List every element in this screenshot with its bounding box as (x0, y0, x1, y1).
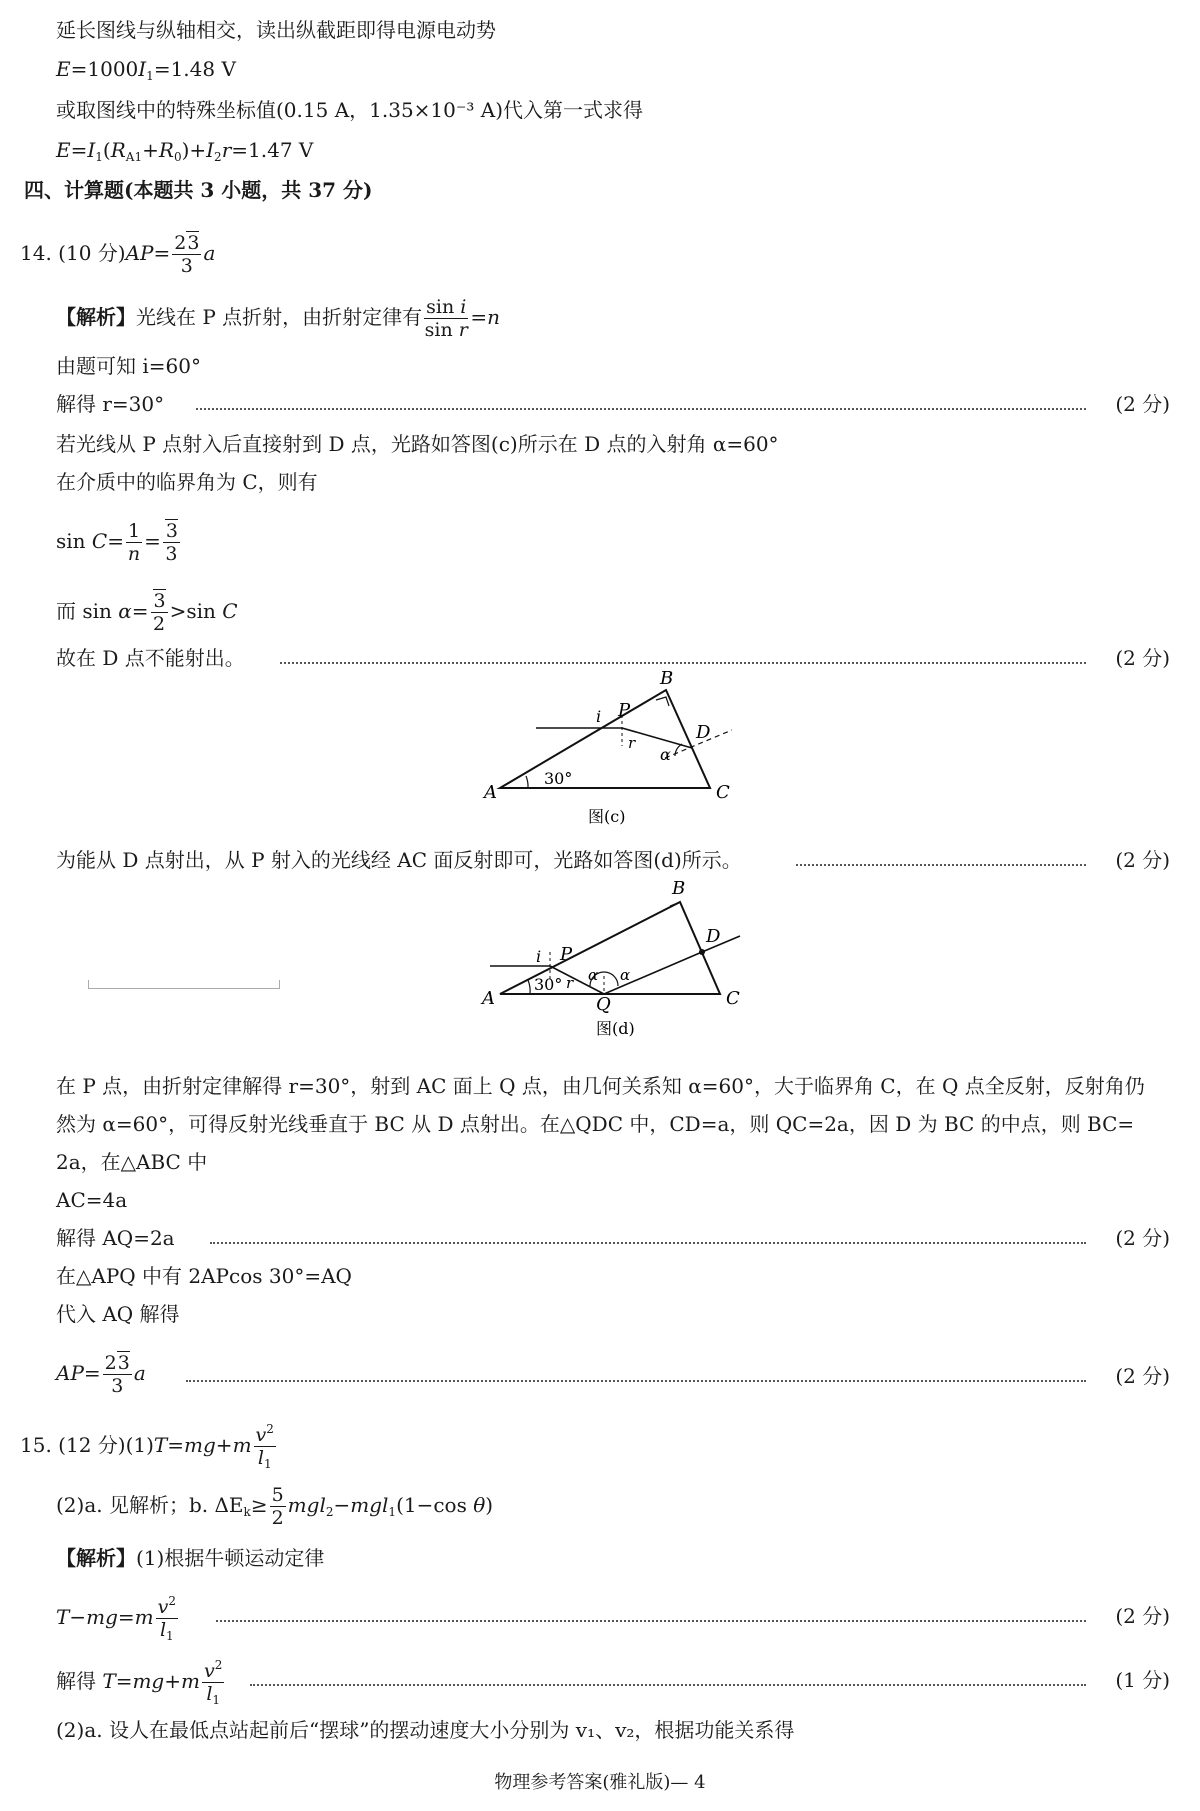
text-line: 代入 AQ 解得 (56, 1302, 180, 1326)
q15-answer-2: (2)a. 见解析；b. $\Delta E_k\ge$ $\frac{5}{2}$ mgl$_2$−mgl$_1$(1−cos θ) (56, 1484, 494, 1529)
label-r: r (566, 974, 574, 992)
text-line: 在△APQ 中有 2APcos 30°=AQ (56, 1264, 352, 1288)
text-line: 在介质中的临界角为 C，则有 (56, 470, 318, 494)
score: (2 分) (1115, 848, 1170, 872)
formula-sinC: sin C= $\frac{1}{n}$ = $\frac{3}{3}$ (56, 520, 178, 565)
q15-jiexi: 【解析】(1)根据牛顿运动定律 (56, 1546, 325, 1570)
score: (2 分) (1115, 1604, 1170, 1628)
formula-newton: T−mg=m $\frac{v^2}{l_1}$ (56, 1590, 180, 1647)
label-P: P (618, 700, 631, 721)
label-B: B (660, 670, 674, 689)
text-line: 解得 AQ=2a (56, 1226, 175, 1250)
label-P: P (560, 944, 573, 965)
q14-refraction-law: 【解析】光线在 P 点折射，由折射定律有 $\frac{\text{sin i}}{\text{sin r}}$ =n (56, 296, 501, 341)
text-line: 或取图线中的特殊坐标值(0.15 A，1.35×10⁻³ A)代入第一式求得 (56, 98, 644, 122)
text-line: 2a，在△ABC 中 (56, 1150, 208, 1174)
section-title: 四、计算题(本题共 3 小题，共 37 分) (24, 178, 373, 202)
label-A: A (482, 988, 495, 1009)
dot-leader (280, 662, 1086, 664)
label-i: i (536, 947, 542, 966)
label-A: A (484, 782, 497, 803)
label-angle: 30° (544, 769, 573, 788)
label-D: D (706, 926, 721, 947)
label-r: r (628, 734, 636, 752)
score: (2 分) (1115, 392, 1170, 416)
score: (2 分) (1115, 646, 1170, 670)
score: (2 分) (1115, 1226, 1170, 1250)
dot-leader (210, 1242, 1086, 1244)
text-line: AC=4a (56, 1188, 128, 1212)
dot-leader (796, 864, 1086, 866)
figure-caption: 图(c) (588, 807, 626, 826)
score: (2 分) (1115, 1364, 1170, 1388)
dot-leader (216, 1620, 1086, 1622)
label-alpha: α (620, 966, 631, 984)
text-line: 若光线从 P 点射入后直接射到 D 点，光路如答图(c)所示在 D 点的入射角 α=60° (56, 432, 779, 456)
formula-T: 解得 T=mg+m $\frac{v^2}{l_1}$ (56, 1654, 226, 1711)
figure-d (470, 876, 770, 1046)
formula-emf-2: $E=I_1(R_{A1}+R_0)+I_2r=1.47$ V (56, 138, 314, 164)
page-footer: 物理参考答案(雅礼版)— 4 (494, 1772, 706, 1793)
label-C: C (726, 988, 740, 1009)
text-line: 由题可知 i=60° (56, 354, 201, 378)
label-i: i (596, 707, 602, 726)
figure-caption: 图(d) (596, 1019, 635, 1038)
scan-artifact (88, 980, 280, 989)
score: (1 分) (1115, 1668, 1170, 1692)
dot-leader (196, 408, 1086, 410)
dot-leader (186, 1380, 1086, 1382)
label-alpha: α (588, 966, 599, 984)
label-D: D (696, 722, 711, 743)
text-line: 故在 D 点不能射出。 (56, 646, 245, 670)
label-B: B (672, 878, 686, 899)
text-line: 在 P 点，由折射定律解得 r=30°，射到 AC 面上 Q 点，由几何关系知 α=60°，大于临界角 C，在 Q 点全反射，反射角仍 (56, 1074, 1145, 1098)
label-Q: Q (596, 994, 611, 1015)
formula-AP: AP= $\frac{23}{3}$ a (56, 1352, 146, 1397)
text-line: 为能从 D 点射出，从 P 射入的光线经 AC 面反射即可，光路如答图(d)所示。 (56, 848, 742, 872)
dot-leader (250, 1684, 1086, 1686)
figure-c (470, 670, 770, 830)
formula-emf: $E=1000I_1=1.48$ V (56, 57, 236, 83)
text-line: 然为 α=60°，可得反射光线垂直于 BC 从 D 点射出。在△QDC 中，CD=a，则 QC=2a，因 D 为 BC 的中点，则 BC= (56, 1112, 1135, 1136)
q15-answer: 15. (12 分)(1)T=mg+m $\frac{v^2}{l_1}$ (20, 1418, 278, 1475)
text-line: 延长图线与纵轴相交，读出纵截距即得电源电动势 (56, 18, 496, 42)
label-alpha: α (660, 745, 671, 764)
text-line: 解得 r=30° (56, 392, 165, 416)
text-line: (2)a. 设人在最低点站起前后“摆球”的摆动速度大小分别为 v₁、v₂，根据功能关系得 (56, 1718, 795, 1742)
label-angle: 30° (534, 975, 563, 994)
formula-sin-alpha: 而 sin α= $\frac{3}{2}$ >sin C (56, 590, 238, 635)
q14-answer: 14. (10 分)AP= $\frac{23}{3}$ a (20, 232, 216, 277)
label-C: C (716, 782, 730, 803)
